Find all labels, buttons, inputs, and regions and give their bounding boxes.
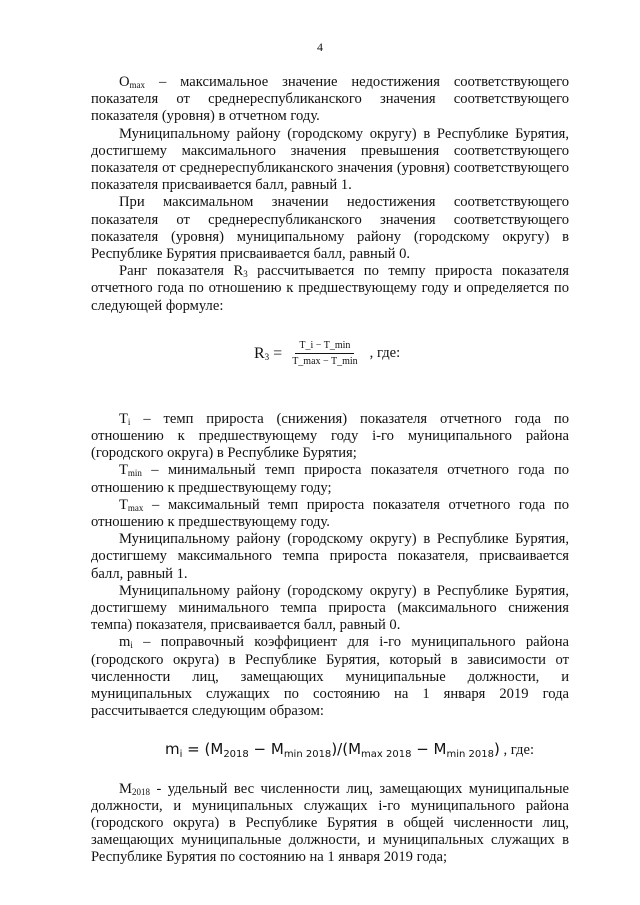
symbol-subscript: i [127, 416, 131, 427]
formula-mi-body [165, 741, 534, 759]
formula-where: , где: [499, 741, 535, 758]
formula-subscript: min 2018 [446, 748, 494, 760]
symbol: T [119, 496, 128, 513]
formula-lhs-subscript: 3 [264, 351, 270, 362]
formula-equals: = [273, 344, 283, 362]
formula-numerator: T_i − T_min [295, 339, 354, 354]
symbol: O [119, 74, 130, 90]
symbol: T [119, 462, 128, 479]
formula-subscript: 2018 [223, 748, 249, 760]
formula-term: )/(M [331, 739, 362, 758]
paragraph-text: – темп прироста (снижения) показателя отчетного года по отношению к предшествующему году i-го муниципального района (городского округа) в Республике Бурятия; [91, 410, 569, 462]
page-number: 4 [317, 40, 323, 54]
formula-lhs-subscript: i [179, 748, 183, 760]
formula-term: − M [248, 739, 284, 758]
paragraph-min-rate-score: Муниципальному району (городскому округу) в Республике Бурятия, достигшему минимального темпа прироста (максимального снижения темпа) показателя, присваивается балл, равный 0. [91, 582, 569, 634]
paragraph-text-pre: Ранг показателя R [119, 263, 244, 280]
paragraph-omax-definition [91, 74, 569, 126]
formula-subscript: max 2018 [361, 748, 412, 760]
paragraph-text: – максимальное значение недостижения соответствующего показателя от среднереспубликанского значения соответствующего показателя (уровня) в отчетном году. [91, 74, 569, 125]
paragraph-text: – минимальный темп прироста показателя отчетного года по отношению к предшествующему году; [91, 462, 569, 496]
paragraph-min-score: При максимальном значении недостижения соответствующего показателя от среднереспубликанского значения соответствующего показателя (уровня) муниципальному району (городскому округу) в Республике Бурятия присваивается балл, равный 0. [91, 194, 569, 263]
document-body [91, 74, 569, 867]
formula-denominator: T_max − T_min [292, 355, 358, 367]
paragraph-ti-definition [91, 411, 569, 463]
paragraph-tmax-definition [91, 497, 569, 531]
symbol-subscript: min [127, 468, 142, 479]
formula-lhs-symbol: R [254, 344, 265, 362]
formula-subscript: min 2018 [283, 748, 332, 760]
formula-r3-body [254, 339, 400, 368]
paragraph-text: рассчитывается по темпу прироста показателя отчетного года по отношению к предшествующему году и определяется по следующей формуле: [91, 263, 569, 314]
formula-where: , где: [369, 344, 401, 361]
paragraph-tmin-definition [91, 462, 569, 496]
formula-lhs [254, 345, 269, 362]
paragraph-mi-definition [91, 634, 569, 720]
paragraph-max-rate-score: Муниципальному району (городскому округу) в Республике Бурятия, достигшему максимального темпа прироста показателя, присваивается балл, равный 1. [91, 531, 569, 582]
symbol-subscript: max [129, 80, 146, 90]
symbol: T [119, 410, 128, 427]
paragraph-max-score: Муниципальному району (городскому округу) в Республике Бурятия, достигшему максимального значения превышения соответствующего показателя от среднереспубликанского значения (уровня) соответствующего показателя присваивается балл, равный 1. [91, 125, 569, 194]
formula-mi [91, 739, 569, 765]
paragraph-r3-intro [91, 263, 569, 315]
paragraph-text: – максимальный темп прироста показателя отчетного года по отношению к предшествующему году. [91, 496, 569, 531]
formula-term: ) [493, 739, 500, 758]
symbol-subscript: max [127, 502, 144, 513]
symbol-subscript: 3 [243, 269, 248, 280]
paragraph-m2018-definition [91, 781, 569, 867]
symbol: m [119, 634, 131, 651]
formula-term: − M [411, 739, 447, 758]
formula-lhs-symbol: m [165, 739, 180, 758]
paragraph-text: - удельный вес численности лиц, замещающих муниципальные должности, и муниципальных служащих i-го муниципального района (городского округа) в Республикe Бурятия в общей численности лиц, замещающих муниципальные должности, и муниципальных служащих в Республике Бурятия по состоянию на 1 января 2019 года; [91, 780, 569, 866]
formula-r3 [91, 337, 569, 389]
symbol-subscript: i [130, 640, 133, 651]
paragraph-text: – поправочный коэффициент для i-го муниципального района (городского округа) в Республике Бурятия, который в зависимости от численности лиц, замещающих муниципальные должности, и муниципальных служащих по состоянию на 1 января 2019 года рассчитывается следующим образом: [91, 634, 569, 720]
formula-fraction [288, 339, 361, 368]
symbol-subscript: 2018 [131, 786, 150, 797]
symbol: M [119, 780, 132, 797]
formula-term: = (M [182, 739, 224, 758]
